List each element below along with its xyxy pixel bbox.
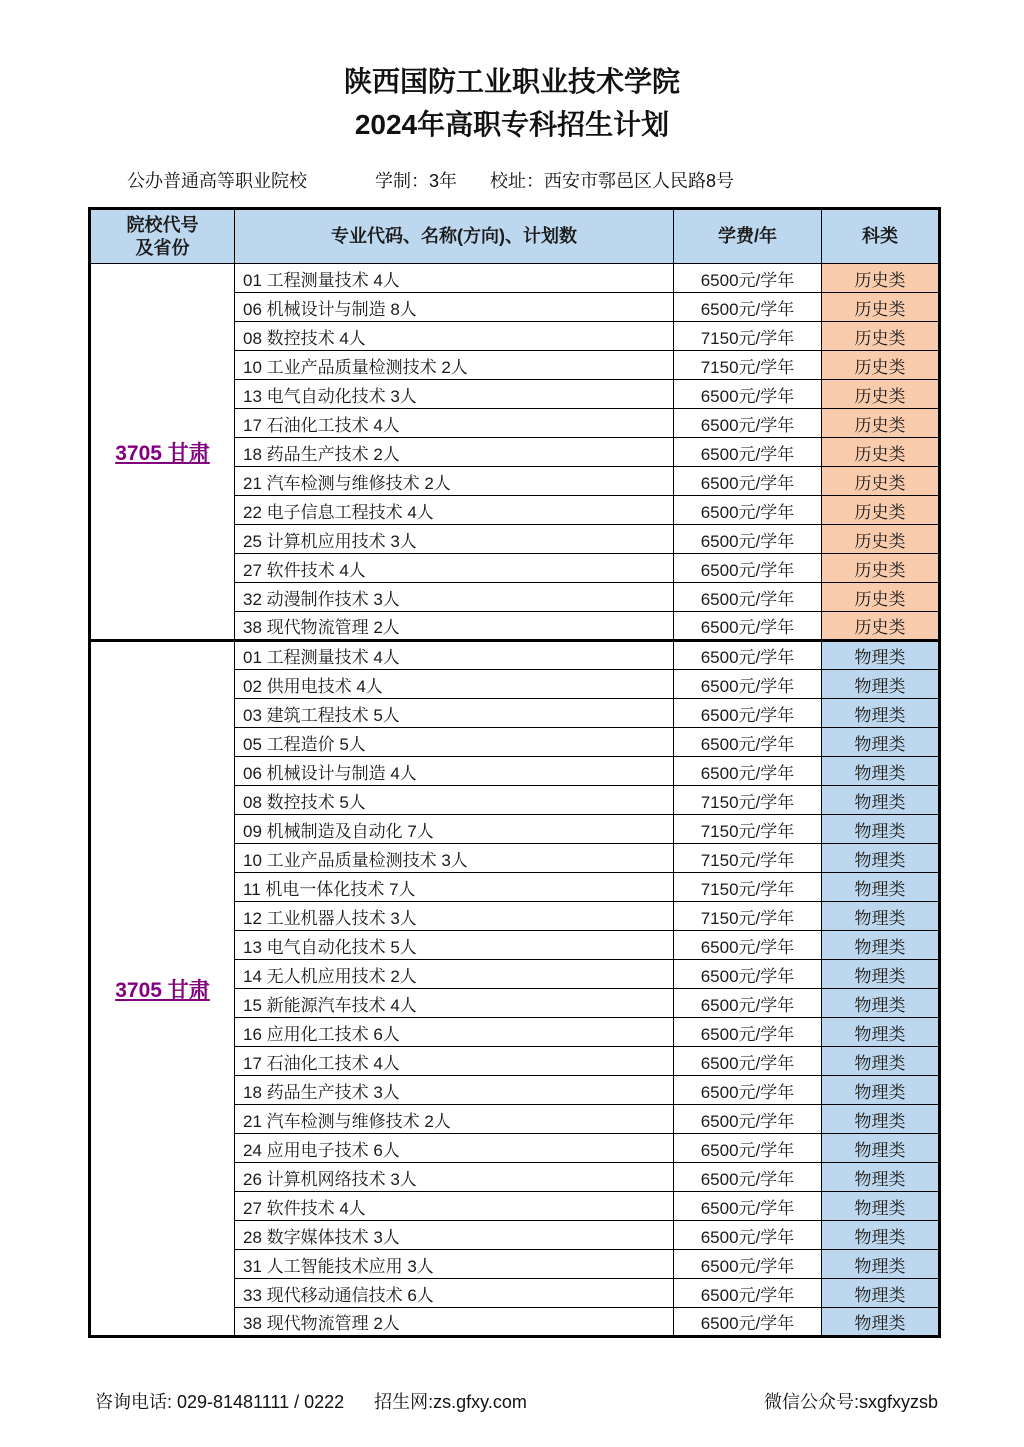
fee-cell: 6500元/学年 (674, 670, 822, 699)
wechat-label: 微信公众号:sxgfxyzsb (763, 1392, 938, 1412)
program-cell: 27 软件技术 4人 (235, 554, 674, 583)
program-cell: 05 工程造价 5人 (235, 728, 674, 757)
program-cell: 38 现代物流管理 2人 (235, 612, 674, 641)
category-cell: 物理类 (822, 1279, 940, 1308)
fee-cell: 6500元/学年 (674, 641, 822, 670)
school-code-cell (90, 264, 235, 641)
category-cell: 物理类 (822, 1308, 940, 1337)
fee-cell: 6500元/学年 (674, 1250, 822, 1279)
category-cell: 物理类 (822, 844, 940, 873)
category-cell: 物理类 (822, 1192, 940, 1221)
category-cell: 历史类 (822, 380, 940, 409)
header-code-line1: 院校代号 (126, 214, 199, 235)
fee-cell: 6500元/学年 (674, 583, 822, 612)
document-title (0, 60, 1024, 146)
category-cell: 物理类 (822, 786, 940, 815)
program-cell: 28 数字媒体技术 3人 (235, 1221, 674, 1250)
category-cell: 历史类 (822, 496, 940, 525)
program-cell: 11 机电一体化技术 7人 (235, 873, 674, 902)
program-cell: 17 石油化工技术 4人 (235, 1047, 674, 1076)
fee-cell: 6500元/学年 (674, 612, 822, 641)
category-cell: 历史类 (822, 322, 940, 351)
program-cell: 12 工业机器人技术 3人 (235, 902, 674, 931)
category-cell: 物理类 (822, 1250, 940, 1279)
category-cell: 历史类 (822, 554, 940, 583)
header-category: 科类 (822, 209, 940, 264)
website-label: 招生网:zs.gfxy.com (374, 1392, 527, 1412)
fee-cell: 6500元/学年 (674, 931, 822, 960)
program-cell: 21 汽车检测与维修技术 2人 (235, 1105, 674, 1134)
header-program: 专业代码、名称(方向)、计划数 (235, 209, 674, 264)
program-cell: 09 机械制造及自动化 7人 (235, 815, 674, 844)
fee-cell: 6500元/学年 (674, 1163, 822, 1192)
category-cell: 物理类 (822, 1105, 940, 1134)
fee-cell: 6500元/学年 (674, 1279, 822, 1308)
category-cell: 物理类 (822, 728, 940, 757)
title-line-1: 陕西国防工业职业技术学院 (343, 66, 680, 97)
category-cell: 历史类 (822, 293, 940, 322)
program-cell: 15 新能源汽车技术 4人 (235, 989, 674, 1018)
program-cell: 22 电子信息工程技术 4人 (235, 496, 674, 525)
program-cell: 26 计算机网络技术 3人 (235, 1163, 674, 1192)
fee-cell: 6500元/学年 (674, 409, 822, 438)
program-cell: 14 无人机应用技术 2人 (235, 960, 674, 989)
category-cell: 物理类 (822, 1018, 940, 1047)
program-cell: 08 数控技术 5人 (235, 786, 674, 815)
program-cell: 10 工业产品质量检测技术 3人 (235, 844, 674, 873)
fee-cell: 6500元/学年 (674, 1134, 822, 1163)
header-code-province (90, 209, 235, 264)
program-cell: 06 机械设计与制造 4人 (235, 757, 674, 786)
category-cell: 物理类 (822, 699, 940, 728)
program-cell: 25 计算机应用技术 3人 (235, 525, 674, 554)
category-cell: 物理类 (822, 931, 940, 960)
fee-cell: 6500元/学年 (674, 554, 822, 583)
school-type-label: 公办普通高等职业院校 (127, 171, 307, 191)
category-cell: 历史类 (822, 612, 940, 641)
fee-cell: 6500元/学年 (674, 1105, 822, 1134)
fee-cell: 7150元/学年 (674, 902, 822, 931)
header-code-line2: 及省份 (135, 237, 190, 258)
fee-cell: 6500元/学年 (674, 1192, 822, 1221)
fee-cell: 7150元/学年 (674, 844, 822, 873)
category-cell: 物理类 (822, 815, 940, 844)
fee-cell: 7150元/学年 (674, 322, 822, 351)
fee-cell: 6500元/学年 (674, 757, 822, 786)
fee-cell: 6500元/学年 (674, 438, 822, 467)
school-code-cell (90, 641, 235, 1337)
school-address-label: 校址：西安市鄠邑区人民路8号 (490, 171, 735, 191)
category-cell: 物理类 (822, 989, 940, 1018)
program-cell: 27 软件技术 4人 (235, 1192, 674, 1221)
fee-cell: 6500元/学年 (674, 1221, 822, 1250)
footer (95, 1388, 938, 1414)
fee-cell: 7150元/学年 (674, 815, 822, 844)
table-row (90, 264, 940, 293)
plan-table-body (90, 264, 940, 1337)
category-cell: 历史类 (822, 409, 940, 438)
category-cell: 历史类 (822, 351, 940, 380)
study-duration-label: 学制：3年 (375, 171, 458, 191)
category-cell: 历史类 (822, 525, 940, 554)
fee-cell: 6500元/学年 (674, 960, 822, 989)
title-line-2: 2024年高职专科招生计划 (354, 109, 670, 140)
category-cell: 物理类 (822, 1134, 940, 1163)
program-cell: 01 工程测量技术 4人 (235, 641, 674, 670)
program-cell: 38 现代物流管理 2人 (235, 1308, 674, 1337)
table-header-row (90, 209, 940, 264)
fee-cell: 6500元/学年 (674, 467, 822, 496)
school-info-line (127, 167, 734, 193)
program-cell: 02 供用电技术 4人 (235, 670, 674, 699)
fee-cell: 6500元/学年 (674, 1047, 822, 1076)
program-cell: 21 汽车检测与维修技术 2人 (235, 467, 674, 496)
fee-cell: 6500元/学年 (674, 699, 822, 728)
category-cell: 历史类 (822, 438, 940, 467)
fee-cell: 6500元/学年 (674, 525, 822, 554)
program-cell: 24 应用电子技术 6人 (235, 1134, 674, 1163)
fee-cell: 6500元/学年 (674, 728, 822, 757)
program-cell: 32 动漫制作技术 3人 (235, 583, 674, 612)
category-cell: 物理类 (822, 873, 940, 902)
program-cell: 10 工业产品质量检测技术 2人 (235, 351, 674, 380)
school-code-province: 3705 甘肃 (115, 441, 210, 465)
phone-label: 咨询电话: 029-81481111 / 0222 (95, 1392, 345, 1412)
category-cell: 物理类 (822, 960, 940, 989)
fee-cell: 7150元/学年 (674, 786, 822, 815)
category-cell: 物理类 (822, 902, 940, 931)
program-cell: 18 药品生产技术 3人 (235, 1076, 674, 1105)
school-code-province: 3705 甘肃 (115, 978, 210, 1002)
category-cell: 物理类 (822, 1047, 940, 1076)
fee-cell: 6500元/学年 (674, 1076, 822, 1105)
header-fee: 学费/年 (674, 209, 822, 264)
category-cell: 物理类 (822, 641, 940, 670)
category-cell: 物理类 (822, 1163, 940, 1192)
category-cell: 物理类 (822, 1076, 940, 1105)
category-cell: 历史类 (822, 264, 940, 293)
fee-cell: 7150元/学年 (674, 873, 822, 902)
category-cell: 物理类 (822, 757, 940, 786)
program-cell: 13 电气自动化技术 3人 (235, 380, 674, 409)
fee-cell: 6500元/学年 (674, 989, 822, 1018)
program-cell: 01 工程测量技术 4人 (235, 264, 674, 293)
fee-cell: 6500元/学年 (674, 293, 822, 322)
program-cell: 18 药品生产技术 2人 (235, 438, 674, 467)
program-cell: 03 建筑工程技术 5人 (235, 699, 674, 728)
fee-cell: 6500元/学年 (674, 380, 822, 409)
fee-cell: 7150元/学年 (674, 351, 822, 380)
program-cell: 08 数控技术 4人 (235, 322, 674, 351)
fee-cell: 6500元/学年 (674, 1018, 822, 1047)
category-cell: 历史类 (822, 467, 940, 496)
table-row (90, 641, 940, 670)
category-cell: 历史类 (822, 583, 940, 612)
enrollment-plan-table (88, 207, 941, 1338)
fee-cell: 6500元/学年 (674, 264, 822, 293)
program-cell: 13 电气自动化技术 5人 (235, 931, 674, 960)
fee-cell: 6500元/学年 (674, 1308, 822, 1337)
program-cell: 06 机械设计与制造 8人 (235, 293, 674, 322)
category-cell: 物理类 (822, 670, 940, 699)
program-cell: 16 应用化工技术 6人 (235, 1018, 674, 1047)
program-cell: 17 石油化工技术 4人 (235, 409, 674, 438)
program-cell: 31 人工智能技术应用 3人 (235, 1250, 674, 1279)
program-cell: 33 现代移动通信技术 6人 (235, 1279, 674, 1308)
fee-cell: 6500元/学年 (674, 496, 822, 525)
category-cell: 物理类 (822, 1221, 940, 1250)
